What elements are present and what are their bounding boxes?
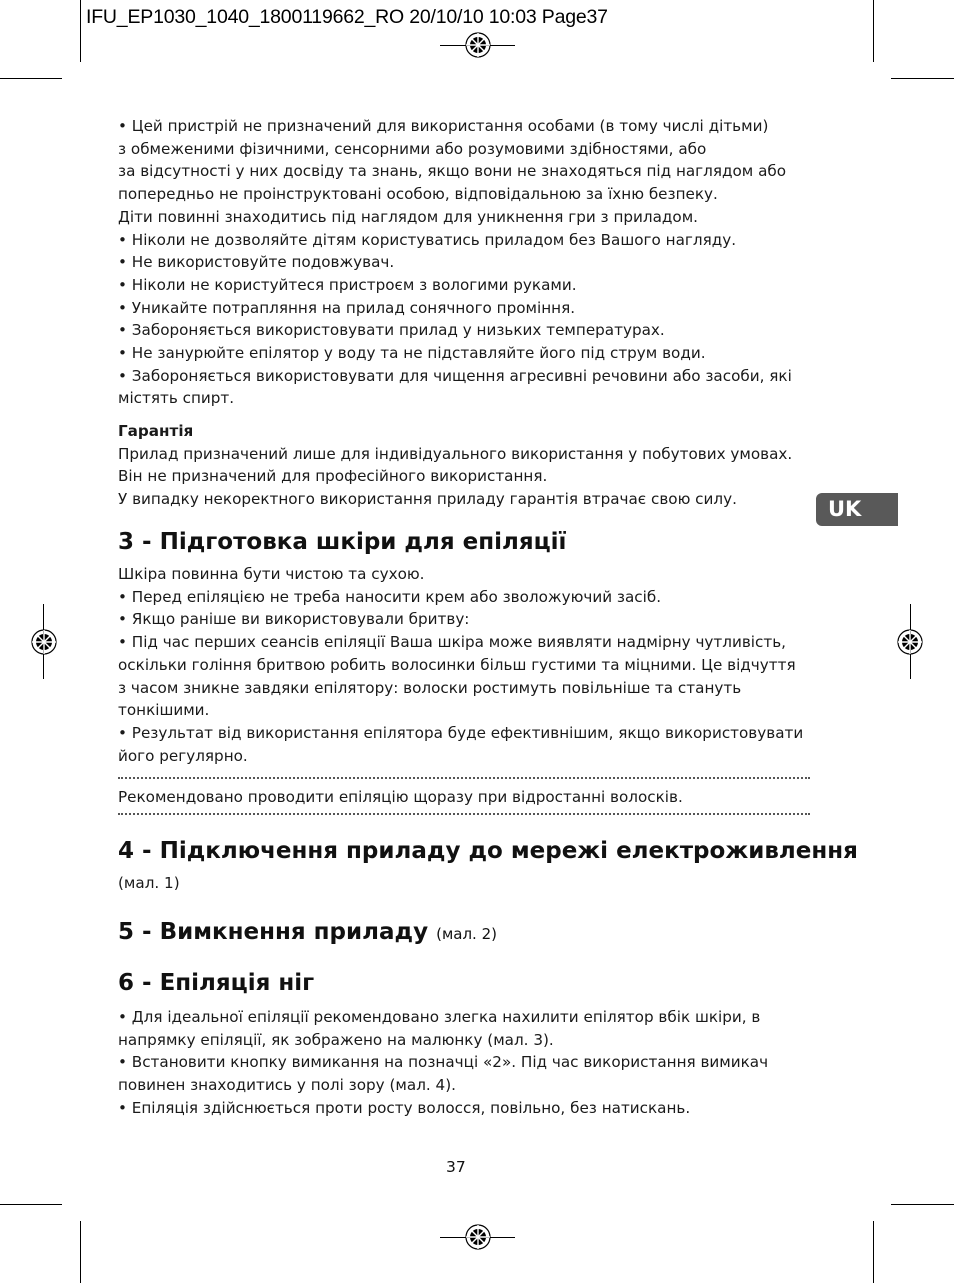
language-tab: UK <box>816 493 898 526</box>
text-line: • Епіляція здійснюється проти росту волосся, повільно, без натискань. <box>118 1098 691 1117</box>
section-3 <box>118 528 810 556</box>
text-line: • Забороняється використовувати для чищення агресивні речовини або засоби, які <box>118 366 792 385</box>
section-6 <box>118 969 810 997</box>
section-title: 4 - Підключення приладу до мережі електроживлення <box>118 838 858 864</box>
dotted-divider <box>118 813 810 815</box>
text-line: з часом зникне завдяки епілятору: волоски ростимуть повільніше та стануть <box>118 678 742 697</box>
text-line: У випадку некоректного використання приладу гарантія втрачає свою силу. <box>118 490 737 509</box>
print-slug: IFU_EP1030_1040_1800119662_RO 20/10/10 10:03 Page37 <box>86 6 608 28</box>
text-line: • Результат від використання епілятора буде ефективнішим, якщо використовувати <box>118 723 804 742</box>
text-line: Прилад призначений лише для індивідуального використання у побутових умовах. <box>118 444 793 463</box>
text-line: • Не занурюйте епілятор у воду та не підставляйте його під струм води. <box>118 344 706 363</box>
text-line: Він не призначений для професійного використання. <box>118 467 548 486</box>
text-line: • Цей пристрій не призначений для використання особами (в тому числі дітьми) <box>118 117 769 135</box>
text-line: напрямку епіляції, як зображено на малюнку (мал. 3). <box>118 1030 554 1049</box>
warranty-title: Гарантія <box>118 422 194 440</box>
text-line: Діти повинні знаходитись під наглядом для уникнення гри з приладом. <box>118 207 698 226</box>
dotted-divider <box>118 777 810 779</box>
text-line: • Для ідеальної епіляції рекомендовано злегка нахилити епілятор вбік шкіри, в <box>118 1008 761 1026</box>
section-5 <box>118 918 810 948</box>
text-line: попередньо не проінструктовані особою, відповідальною за їхню безпеку. <box>118 185 718 204</box>
figure-reference: (мал. 1) <box>118 874 180 892</box>
section-4-ref <box>118 872 810 895</box>
text-line: оскільки гоління бритвою робить волосинки більш густими та міцними. Це відчуття <box>118 655 796 674</box>
text-line: • Ніколи не користуйтеся пристроєм з вологими руками. <box>118 275 577 294</box>
text-line: за відсутності у них досвіду та знань, якщо вони не знаходяться під наглядом або <box>118 162 787 181</box>
registration-mark-icon <box>30 628 58 656</box>
section-title-row <box>118 918 810 948</box>
text-line: • Якщо раніше ви використовували бритву: <box>118 610 470 629</box>
text-line: • Уникайте потрапляння на прилад сонячного проміння. <box>118 298 576 317</box>
section-title: 6 - Епіляція ніг <box>118 970 315 996</box>
text-line: тонкішими. <box>118 701 210 720</box>
section-6-body <box>118 1006 810 1120</box>
text-line: • Забороняється використовувати прилад у низьких температурах. <box>118 321 665 340</box>
text-line: його регулярно. <box>118 746 248 765</box>
page-number: 37 <box>446 1158 466 1176</box>
note-text: Рекомендовано проводити епіляцію щоразу при відростанні волосків. <box>118 788 683 806</box>
registration-mark-icon <box>464 1223 492 1251</box>
safety-section <box>118 115 810 410</box>
text-line: • Встановити кнопку вимикання на позначці «2». Під час використання вимикач <box>118 1053 769 1072</box>
warranty-section <box>118 420 810 511</box>
text-line: повинен знаходитись у полі зору (мал. 4). <box>118 1076 456 1095</box>
text-line: • Не використовуйте подовжувач. <box>118 253 395 272</box>
note-box <box>118 786 810 809</box>
registration-mark-icon <box>464 31 492 59</box>
registration-mark-icon <box>896 628 924 656</box>
text-line: • Перед епіляцією не треба наносити крем або зволожуючий засіб. <box>118 587 662 606</box>
text-line: Шкіра повинна бути чистою та сухою. <box>118 565 425 583</box>
section-4 <box>118 837 858 865</box>
text-line: містять спирт. <box>118 389 235 408</box>
section-title: 5 - Вимкнення приладу <box>118 919 429 945</box>
text-line: • Ніколи не дозволяйте дітям користуватись приладом без Вашого нагляду. <box>118 230 737 249</box>
figure-reference: (мал. 2) <box>436 925 497 943</box>
text-line: • Під час перших сеансів епіляції Ваша шкіра може виявляти надмірну чутливість, <box>118 633 786 652</box>
section-title: 3 - Підготовка шкіри для епіляції <box>118 529 567 555</box>
section-3-body <box>118 563 810 767</box>
text-line: з обмеженими фізичними, сенсорними або розумовими здібностями, або <box>118 139 707 158</box>
